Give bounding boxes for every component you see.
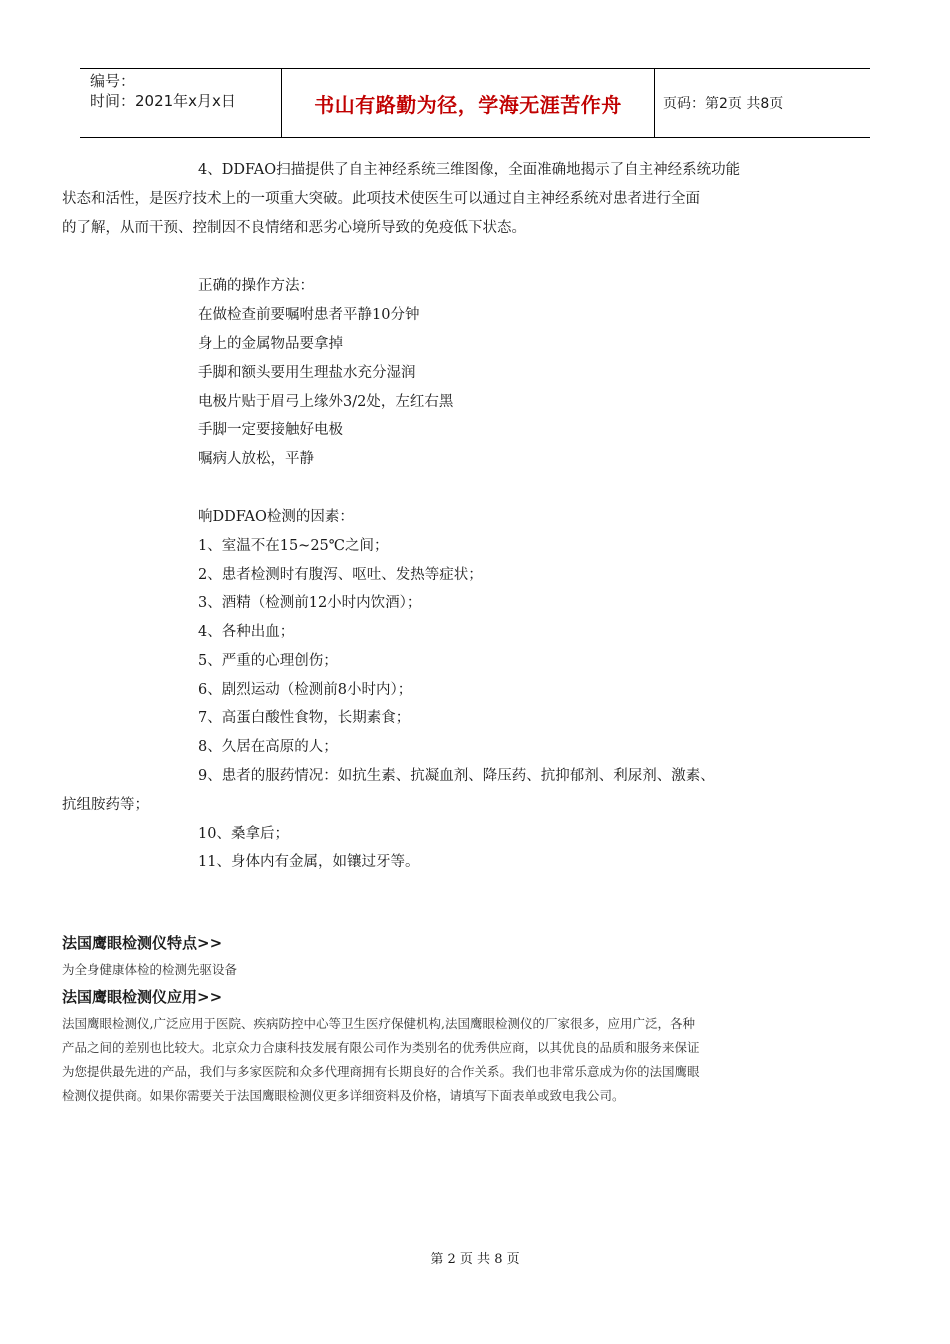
header-date: 时间：2021年x月x日 — [90, 92, 236, 110]
application-line: 检测仪提供商。如果你需要关于法国鹰眼检测仪更多详细资料及价格，请填写下面表单或致电我公司。 — [62, 1088, 625, 1103]
factors-title: 响DDFAO检测的因素： — [198, 509, 354, 525]
header-number: 编号： — [90, 72, 136, 90]
application-line: 产品之间的差别也比较大。北京众力合康科技发展有限公司作为类别名的优秀供应商，以其优良的品质和服务来保证 — [62, 1040, 700, 1055]
factor-item: 5、严重的心理创伤； — [198, 653, 338, 669]
factor-item: 9、患者的服药情况：如抗生素、抗凝血剂、降压药、抗抑郁剂、利尿剂、激素、 — [198, 768, 715, 784]
factor-item-continued: 抗组胺药等； — [62, 797, 149, 813]
header-page-number: 页码：第2页 共8页 — [663, 96, 784, 112]
operation-item: 身上的金属物品要拿掉 — [198, 336, 343, 352]
header-meta — [80, 69, 282, 137]
factor-item: 8、久居在高原的人； — [198, 739, 338, 755]
application-title: 法国鹰眼检测仪应用>> — [62, 988, 223, 1006]
operation-title: 正确的操作方法： — [198, 278, 314, 294]
application-line: 法国鹰眼检测仪,广泛应用于医院、疾病防控中心等卫生医疗保健机构,法国鹰眼检测仪的厂家很多，应用广泛，各种 — [62, 1016, 695, 1031]
operation-item: 手脚和额头要用生理盐水充分湿润 — [198, 365, 416, 381]
factor-item: 3、酒精（检测前12小时内饮酒）； — [198, 595, 422, 611]
operation-item: 在做检查前要嘱咐患者平静10分钟 — [198, 307, 420, 323]
intro-line: 的了解，从而干预、控制因不良情绪和恶劣心境所导致的免疫低下状态。 — [62, 220, 526, 236]
application-line: 为您提供最先进的产品，我们与多家医院和众多代理商拥有长期良好的合作关系。我们也非常乐意成为你的法国鹰眼 — [62, 1064, 700, 1079]
factor-item: 1、室温不在15~25℃之间； — [198, 538, 389, 554]
intro-line: 状态和活性，是医疗技术上的一项重大突破。此项技术使医生可以通过自主神经系统对患者进行全面 — [62, 191, 700, 207]
intro-line: 4、DDFAO扫描提供了自主神经系统三维图像，全面准确地揭示了自主神经系统功能 — [198, 162, 741, 178]
factor-item: 10、桑拿后； — [198, 826, 289, 842]
factor-item: 2、患者检测时有腹泻、呕吐、发热等症状； — [198, 567, 483, 583]
factor-item: 11、身体内有金属，如镶过牙等。 — [198, 854, 420, 870]
operation-item: 电极片贴于眉弓上缘外3/2处，左红右黑 — [198, 394, 454, 410]
operation-item: 手脚一定要接触好电极 — [198, 422, 343, 438]
header-motto: 书山有路勤为径，学海无涯苦作舟 — [282, 69, 655, 137]
page-header — [80, 68, 870, 138]
features-title: 法国鹰眼检测仪特点>> — [62, 934, 223, 952]
factor-item: 6、剧烈运动（检测前8小时内）； — [198, 682, 413, 698]
features-text: 为全身健康体检的检测先驱设备 — [62, 962, 238, 977]
factor-item: 7、高蛋白酸性食物，长期素食； — [198, 710, 411, 726]
operation-item: 嘱病人放松，平静 — [198, 451, 314, 467]
factor-item: 4、各种出血； — [198, 624, 295, 640]
page-footer: 第 2 页 共 8 页 — [430, 1252, 520, 1267]
